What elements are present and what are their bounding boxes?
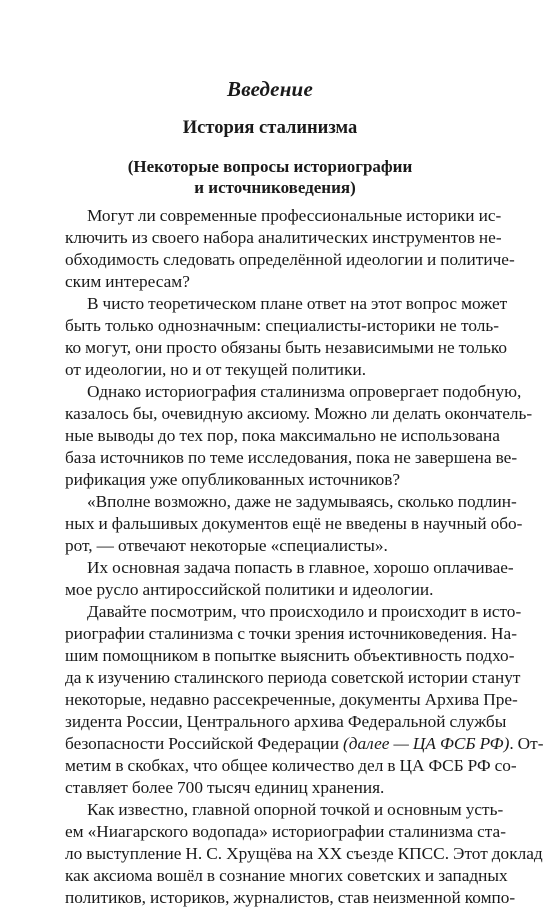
text-line: как аксиома вошёл в сознание многих советских и западных — [65, 866, 508, 885]
text-fragment: . От- — [509, 734, 543, 753]
text-line: быть только однозначным: специалисты-историки не толь- — [65, 316, 499, 335]
text-line: Однако историография сталинизма опровергает подобную, — [87, 382, 522, 401]
section-heading-introduction: Введение — [227, 77, 313, 101]
text-line: ем «Ниагарского водопада» историографии сталинизма ста- — [65, 822, 506, 841]
text-line: от идеологии, но и от текущей политики. — [65, 360, 367, 379]
paragraph-2 — [43, 293, 508, 381]
paragraph-1 — [43, 205, 515, 293]
chapter-subtitle — [0, 156, 540, 198]
italic-abbreviation: (далее — ЦА ФСБ РФ) — [343, 734, 510, 753]
text-line: ко могут, они просто обязаны быть независимыми не только — [65, 338, 508, 357]
text-line: ставляет более 700 тысяч единиц хранения. — [65, 778, 385, 797]
text-line: ные выводы до тех пор, пока максимально не использована — [65, 426, 500, 445]
text-line: шим помощником в попытке выяснить объективность подхо- — [65, 646, 515, 665]
text-line: ключить из своего набора аналитических инструментов не- — [65, 228, 502, 247]
paragraph-5 — [43, 557, 514, 601]
text-line: риографии сталинизма с точки зрения источниковедения. На- — [65, 624, 517, 643]
text-line: В чисто теоретическом плане ответ на этот вопрос может — [87, 294, 508, 313]
text-line: «Вполне возможно, даже не задумываясь, сколько подлин- — [87, 492, 517, 511]
chapter-title: История сталинизма — [182, 118, 358, 138]
paragraph-4 — [43, 491, 523, 557]
text-fragment: безопасности Российской Федерации — [65, 734, 344, 753]
subtitle-line-2: и источниковедения) — [194, 178, 356, 197]
subtitle-line-1: (Некоторые вопросы историографии — [127, 157, 413, 176]
text-line: Могут ли современные профессиональные историки ис- — [87, 206, 502, 225]
text-line: ных и фальшивых документов ещё не введены в научный обо- — [65, 514, 523, 533]
paragraph-6 — [43, 601, 543, 799]
text-line: метим в скобках, что общее количество дел в ЦА ФСБ РФ со- — [65, 756, 517, 775]
text-line: рификация уже опубликованных источников? — [65, 470, 401, 489]
text-line: политиков, историков, журналистов, став неизменной компо- — [65, 888, 516, 907]
paragraph-3 — [43, 381, 533, 491]
text-line: да к изучению сталинского периода советской истории станут — [65, 668, 521, 687]
text-line: мое русло антироссийской политики и идеологии. — [65, 580, 434, 599]
paragraph-7 — [43, 799, 543, 909]
text-line: некоторые, недавно рассекреченные, документы Архива Пре- — [65, 690, 518, 709]
text-line: Как известно, главной опорной точкой и основным усть- — [87, 800, 504, 819]
text-line: ским интересам? — [65, 272, 190, 291]
text-line: база источников по теме исследования, пока не завершена ве- — [65, 448, 518, 467]
body-text — [43, 205, 543, 909]
text-line: рот, — отвечают некоторые «специалисты». — [65, 536, 388, 555]
text-line: обходимость следовать определённой идеологии и политиче- — [65, 250, 515, 269]
text-line: Давайте посмотрим, что происходило и происходит в исто- — [87, 602, 522, 621]
text-line-fsb — [43, 733, 543, 755]
text-line: Их основная задача попасть в главное, хорошо оплачивае- — [87, 558, 514, 577]
text-line: ло выступление Н. С. Хрущёва на XX съезде КПСС. Этот доклад — [65, 844, 543, 863]
text-line: казалось бы, очевидную аксиому. Можно ли делать окончатель- — [65, 404, 533, 423]
text-line: зидента России, Центрального архива Федеральной службы — [65, 712, 507, 731]
